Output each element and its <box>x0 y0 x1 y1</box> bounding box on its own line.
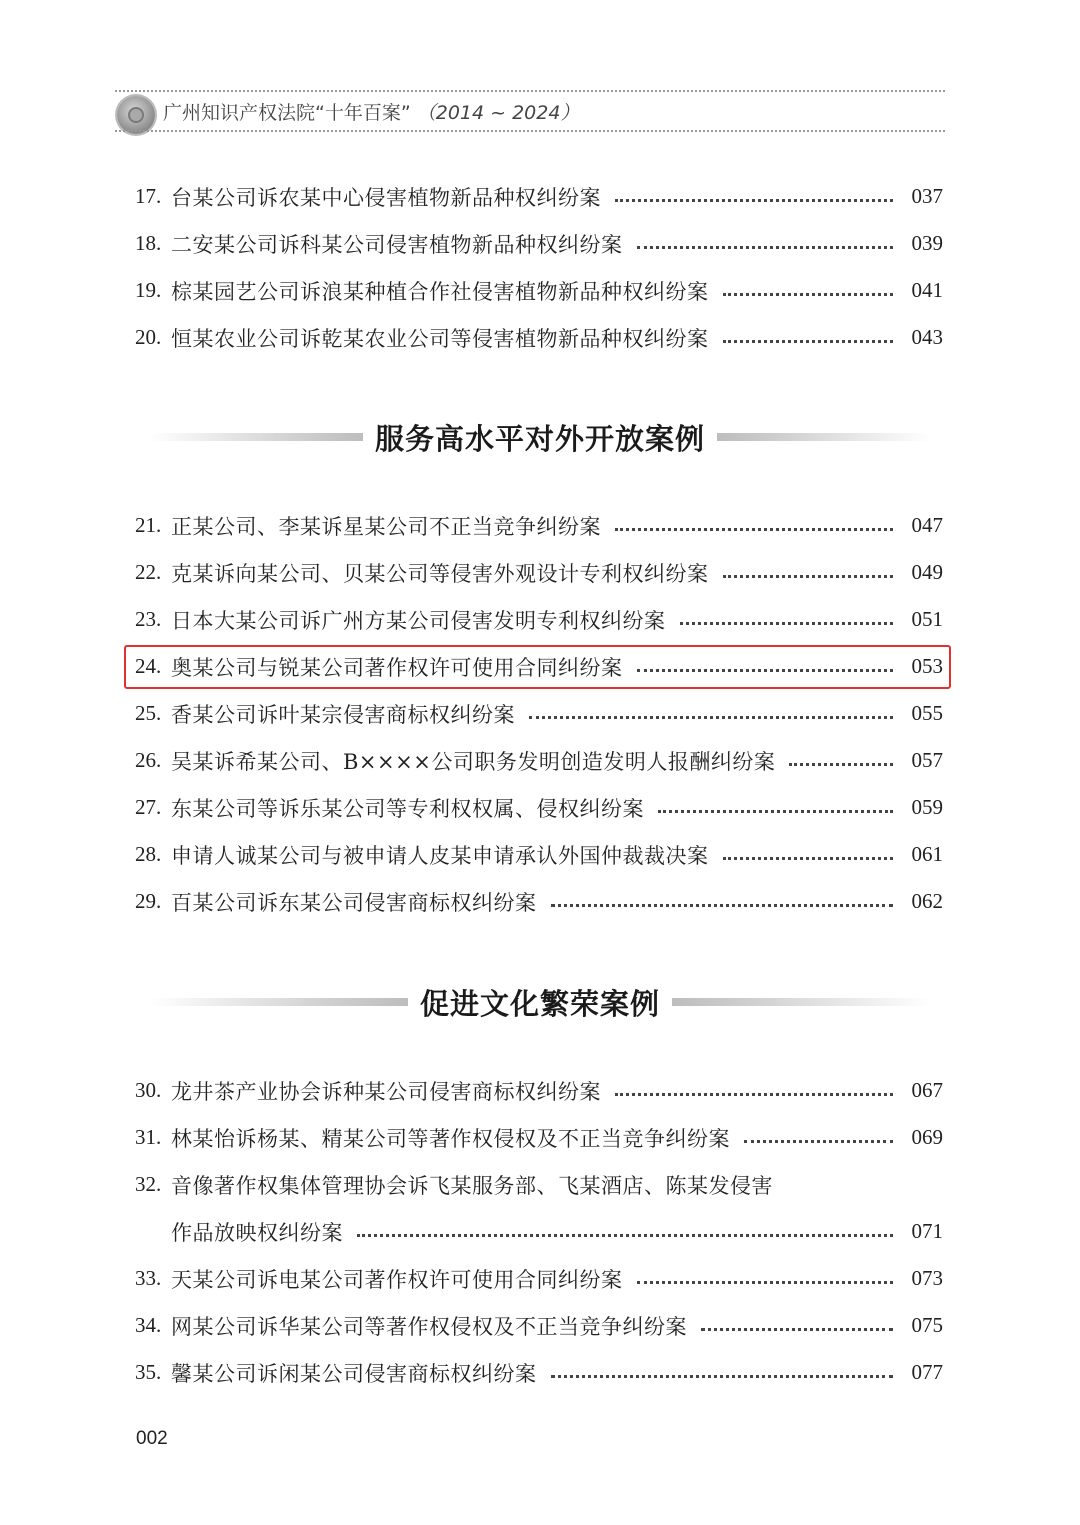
toc-leader-dots <box>551 904 894 907</box>
toc-entry-number: 24. <box>135 654 162 678</box>
toc-entry[interactable] <box>135 784 943 831</box>
toc-entry-page: 062 <box>911 889 943 913</box>
toc-group-plant-variety <box>135 173 943 361</box>
toc-leader-dots <box>723 293 894 296</box>
toc-entry-title: 恒某农业公司诉乾某农业公司等侵害植物新品种权纠纷案 <box>171 326 709 351</box>
toc-entry-number: 35. <box>135 1360 162 1384</box>
toc-entry-title: 台某公司诉农某中心侵害植物新品种权纠纷案 <box>171 185 601 210</box>
toc-entry-title: 天某公司诉电某公司著作权许可使用合同纠纷案 <box>171 1267 623 1292</box>
toc-leader-dots <box>723 340 894 343</box>
highlight-box <box>124 645 951 689</box>
toc-entry-title: 香某公司诉叶某宗侵害商标权纠纷案 <box>171 702 515 727</box>
header-bottom-rule <box>115 130 945 132</box>
toc-entry-number: 26. <box>135 748 162 772</box>
toc-entry-page: 077 <box>911 1360 943 1384</box>
toc-entry-number: 34. <box>135 1313 162 1337</box>
toc-leader-dots <box>637 246 894 249</box>
toc-entry[interactable] <box>135 596 943 643</box>
toc-entry[interactable] <box>135 1302 943 1349</box>
toc-leader-dots <box>637 1281 894 1284</box>
toc-entry-title: 吴某诉希某公司、B××××公司职务发明创造发明人报酬纠纷案 <box>171 749 776 774</box>
header-book-title: 广州知识产权法院“十年百案” <box>163 102 411 124</box>
toc-entry-number: 32. <box>135 1172 162 1196</box>
toc-entry[interactable] <box>135 502 943 549</box>
toc-entry[interactable] <box>135 1255 943 1302</box>
page-number: 002 <box>136 1428 168 1449</box>
toc-leader-dots <box>615 528 893 531</box>
toc-entry-number: 29. <box>135 889 162 913</box>
toc-entry-page: 073 <box>911 1266 943 1290</box>
toc-entry[interactable] <box>135 737 943 784</box>
toc-entry-number: 25. <box>135 701 162 725</box>
toc-entry[interactable] <box>135 220 943 267</box>
toc-leader-dots <box>723 575 894 578</box>
toc-leader-dots <box>615 199 893 202</box>
running-header <box>115 92 945 132</box>
toc-entry[interactable] <box>135 1161 943 1208</box>
section-title: 服务高水平对外开放案例 <box>375 421 706 456</box>
toc-entry-number: 20. <box>135 325 162 349</box>
toc-entry[interactable] <box>135 1067 943 1114</box>
toc-entry-title: 棕某园艺公司诉浪某种植合作社侵害植物新品种权纠纷案 <box>171 279 709 304</box>
toc-leader-dots <box>680 622 894 625</box>
toc-entry-title: 正某公司、李某诉星某公司不正当竞争纠纷案 <box>171 514 601 539</box>
toc-entry-title: 百某公司诉东某公司侵害商标权纠纷案 <box>171 890 537 915</box>
toc-entry[interactable] <box>135 690 943 737</box>
toc-entry-page: 043 <box>911 325 943 349</box>
toc-entry-title: 音像著作权集体管理协会诉飞某服务部、飞某酒店、陈某发侵害 <box>171 1173 773 1198</box>
toc-entry-number: 28. <box>135 842 162 866</box>
toc-entry-page: 059 <box>911 795 943 819</box>
toc-entry-page: 067 <box>911 1078 943 1102</box>
toc-entry[interactable] <box>135 1114 943 1161</box>
toc-entry[interactable] <box>135 173 943 220</box>
toc-entry-title: 作品放映权纠纷案 <box>171 1220 343 1245</box>
toc-entry-page: 061 <box>911 842 943 866</box>
toc-entry-number: 27. <box>135 795 162 819</box>
toc-entry-number: 23. <box>135 607 162 631</box>
toc-leader-dots <box>723 857 894 860</box>
toc-entry-page: 047 <box>911 513 943 537</box>
toc-leader-dots <box>529 716 893 719</box>
toc-entry-title: 龙井茶产业协会诉种某公司侵害商标权纠纷案 <box>171 1079 601 1104</box>
toc-entry-number: 21. <box>135 513 162 537</box>
toc-entry[interactable] <box>135 878 943 925</box>
toc-entry-page: 071 <box>911 1219 943 1243</box>
toc-entry-title: 申请人诚某公司与被申请人皮某申请承认外国仲裁裁决案 <box>171 843 709 868</box>
toc-entry-number: 33. <box>135 1266 162 1290</box>
toc-leader-dots <box>658 810 893 813</box>
header-top-rule <box>115 90 945 92</box>
toc-leader-dots <box>357 1234 893 1237</box>
section-heading-opening <box>150 412 930 462</box>
toc-entry-number: 18. <box>135 231 162 255</box>
toc-entry[interactable] <box>135 831 943 878</box>
toc-entry-page: 075 <box>911 1313 943 1337</box>
toc-entry[interactable] <box>135 1208 943 1255</box>
toc-leader-dots <box>744 1140 893 1143</box>
toc-entry-page: 053 <box>911 654 943 678</box>
section-heading-culture <box>150 977 930 1027</box>
toc-leader-dots <box>701 1328 893 1331</box>
toc-entry-title: 克某诉向某公司、贝某公司等侵害外观设计专利权纠纷案 <box>171 561 709 586</box>
toc-entry-page: 069 <box>911 1125 943 1149</box>
toc-entry-number: 19. <box>135 278 162 302</box>
toc-group-culture <box>135 1067 943 1396</box>
toc-entry-page: 057 <box>911 748 943 772</box>
toc-entry-title: 日本大某公司诉广州方某公司侵害发明专利权纠纷案 <box>171 608 666 633</box>
toc-entry-title: 馨某公司诉闲某公司侵害商标权纠纷案 <box>171 1361 537 1386</box>
section-bar-left <box>150 998 408 1006</box>
toc-entry-number: 31. <box>135 1125 162 1149</box>
toc-entry-title: 网某公司诉华某公司等著作权侵权及不正当竞争纠纷案 <box>171 1314 687 1339</box>
toc-entry-number: 30. <box>135 1078 162 1102</box>
toc-entry-page: 051 <box>911 607 943 631</box>
section-bar-left <box>150 433 363 441</box>
toc-group-opening <box>135 502 943 925</box>
section-bar-right <box>672 998 930 1006</box>
toc-entry-page: 039 <box>911 231 943 255</box>
toc-entry[interactable] <box>135 314 943 361</box>
court-emblem-icon <box>117 96 155 134</box>
section-title: 促进文化繁荣案例 <box>420 986 661 1021</box>
toc-entry-title: 东某公司等诉乐某公司等专利权权属、侵权纠纷案 <box>171 796 644 821</box>
section-bar-right <box>717 433 930 441</box>
toc-entry-page: 041 <box>911 278 943 302</box>
toc-entry-title: 林某怡诉杨某、精某公司等著作权侵权及不正当竞争纠纷案 <box>171 1126 730 1151</box>
toc-entry-page: 037 <box>911 184 943 208</box>
toc-entry-title: 二安某公司诉科某公司侵害植物新品种权纠纷案 <box>171 232 623 257</box>
toc-entry[interactable] <box>135 549 943 596</box>
header-years: （2014 ~ 2024） <box>416 102 580 124</box>
toc-entry-title: 奥某公司与锐某公司著作权许可使用合同纠纷案 <box>171 655 623 680</box>
header-title <box>163 98 579 125</box>
toc-entry[interactable] <box>135 1349 943 1396</box>
toc-entry-number: 22. <box>135 560 162 584</box>
toc-leader-dots <box>789 763 893 766</box>
toc-entry-number: 17. <box>135 184 162 208</box>
toc-entry[interactable] <box>135 267 943 314</box>
toc-entry-page: 055 <box>911 701 943 725</box>
toc-leader-dots <box>615 1093 893 1096</box>
toc-leader-dots <box>551 1375 894 1378</box>
toc-entry-page: 049 <box>911 560 943 584</box>
